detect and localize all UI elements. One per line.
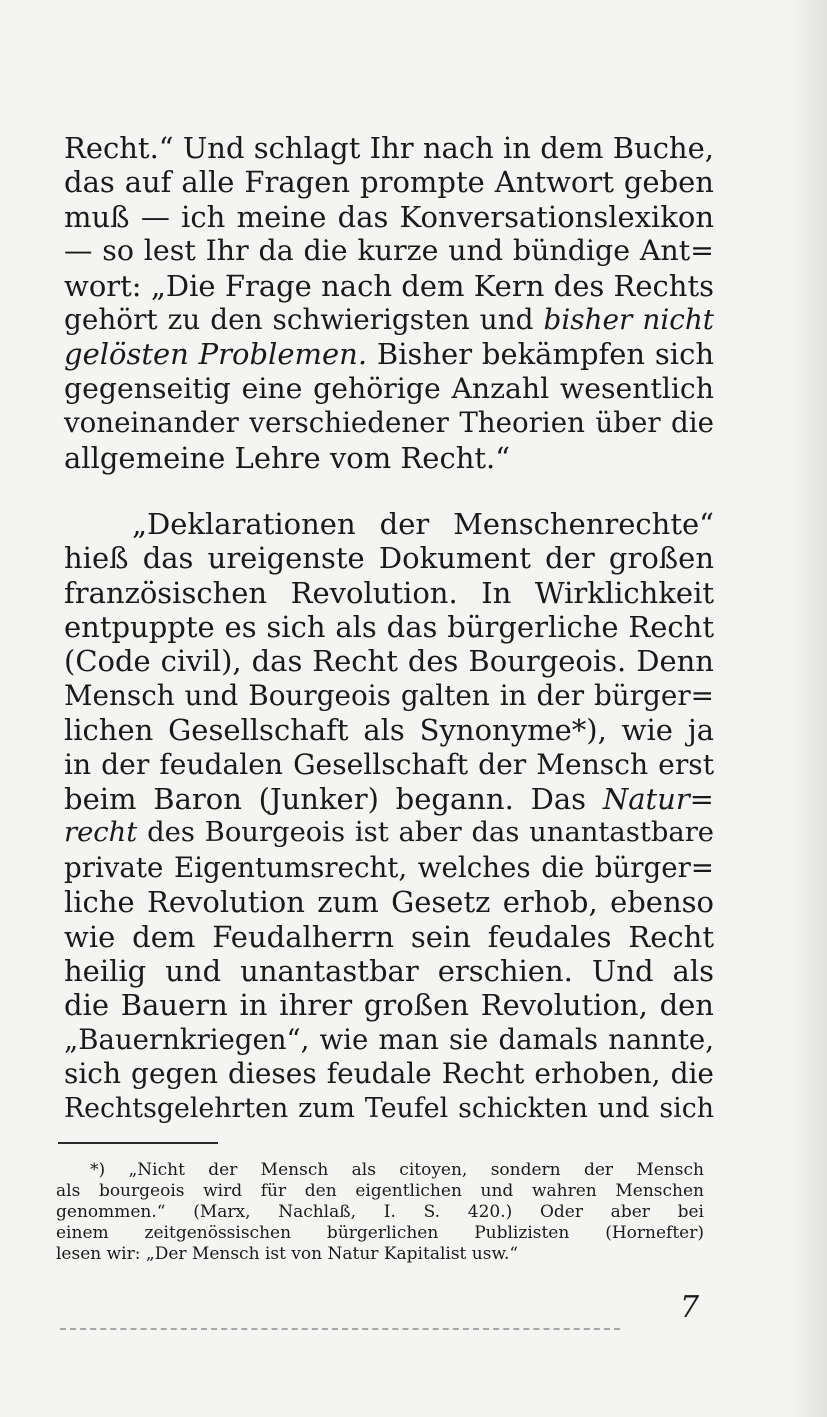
text-line: allgemeine Lehre vom Recht.“ — [64, 440, 511, 475]
text-line: lichen Gesellschaft als Synonyme*), wie ja — [64, 713, 714, 748]
text-line: „Bauernkriegen“, wie man sie damals nannte, — [64, 1023, 714, 1056]
text-line: in der feudalen Gesellschaft der Mensch erst — [64, 747, 714, 781]
text-line: heilig und unantastbar erschien. Und als — [64, 953, 714, 988]
text-line: gegenseitig eine gehörige Anzahl wesentlich — [64, 371, 714, 405]
footnote-line: *) „Nicht der Mensch als citoyen, sondern der Mensch — [90, 1160, 704, 1180]
text-segment: Bisher bekämpfen sich — [376, 337, 715, 372]
text-line: voneinander verschiedener Theorien über die — [64, 406, 714, 440]
text-segment: des Bourgeois ist aber das unantastbare — [147, 817, 714, 849]
text-line: (Code civil), das Recht des Bourgeois. Denn — [64, 644, 714, 679]
text-line: sich gegen dieses feudale Recht erhoben, die — [64, 1057, 714, 1091]
text-line: wort: „Die Frage nach dem Kern des Rechts — [64, 268, 714, 303]
emphasis-text: gelösten Problemen. — [64, 337, 368, 372]
text-line: muß — ich meine das Konversationslexikon — [64, 199, 714, 234]
text-line: das auf alle Fragen prompte Antwort geben — [64, 165, 714, 200]
footnote-divider — [58, 1142, 218, 1144]
text-segment: gehört zu den schwierigsten und — [64, 302, 534, 336]
paragraph-gap — [64, 475, 714, 507]
scan-artifact-divider — [60, 1328, 620, 1332]
footnote-line: einem zeitgenössischen bürgerlichen Publizisten (Hornefter) — [56, 1223, 704, 1243]
text-line — [64, 303, 714, 337]
footnote-line: als bourgeois wird für den eigentlichen und wahren Menschen — [56, 1181, 704, 1201]
text-line: hieß das ureigenste Dokument der großen — [64, 541, 714, 576]
emphasis-text: recht — [64, 817, 138, 849]
text-line — [64, 337, 714, 371]
text-line — [64, 816, 714, 850]
text-line: die Bauern in ihrer großen Revolution, den — [64, 988, 714, 1023]
page-number: 7 — [680, 1290, 700, 1325]
text-line: Rechtsgelehrten zum Teufel schickten und sich — [64, 1092, 714, 1124]
text-line: private Eigentumsrecht, welches die bürger= — [64, 850, 714, 884]
footnote-line: genommen.“ (Marx, Nachlaß, I. S. 420.) Oder aber bei — [56, 1202, 704, 1222]
text-line: „Deklarationen der Menschenrechte“ — [132, 506, 714, 541]
text-segment: beim Baron (Junker) begann. Das — [64, 782, 587, 817]
text-line — [64, 782, 714, 816]
text-line: liche Revolution zum Gesetz erhob, ebenso — [64, 885, 714, 920]
emphasis-text: bisher nicht — [543, 302, 714, 336]
text-line: Recht.“ Und schlagt Ihr nach in dem Buche, — [64, 131, 714, 165]
text-line: Mensch und Bourgeois galten in der bürger= — [64, 678, 714, 712]
text-line: entpuppte es sich als das bürgerliche Recht — [64, 610, 714, 645]
emphasis-text: Natur= — [602, 782, 714, 817]
text-line: — so lest Ihr da die kurze und bündige Ant= — [64, 234, 714, 268]
main-text — [64, 131, 714, 1126]
footnote-line: lesen wir: „Der Mensch ist von Natur Kapitalist usw.“ — [56, 1244, 519, 1264]
text-line: wie dem Feudalherrn sein feudales Recht — [64, 919, 714, 954]
text-line: französischen Revolution. In Wirklichkeit — [64, 575, 714, 610]
footnote — [56, 1160, 704, 1265]
page-edge-shadow — [789, 0, 827, 1417]
